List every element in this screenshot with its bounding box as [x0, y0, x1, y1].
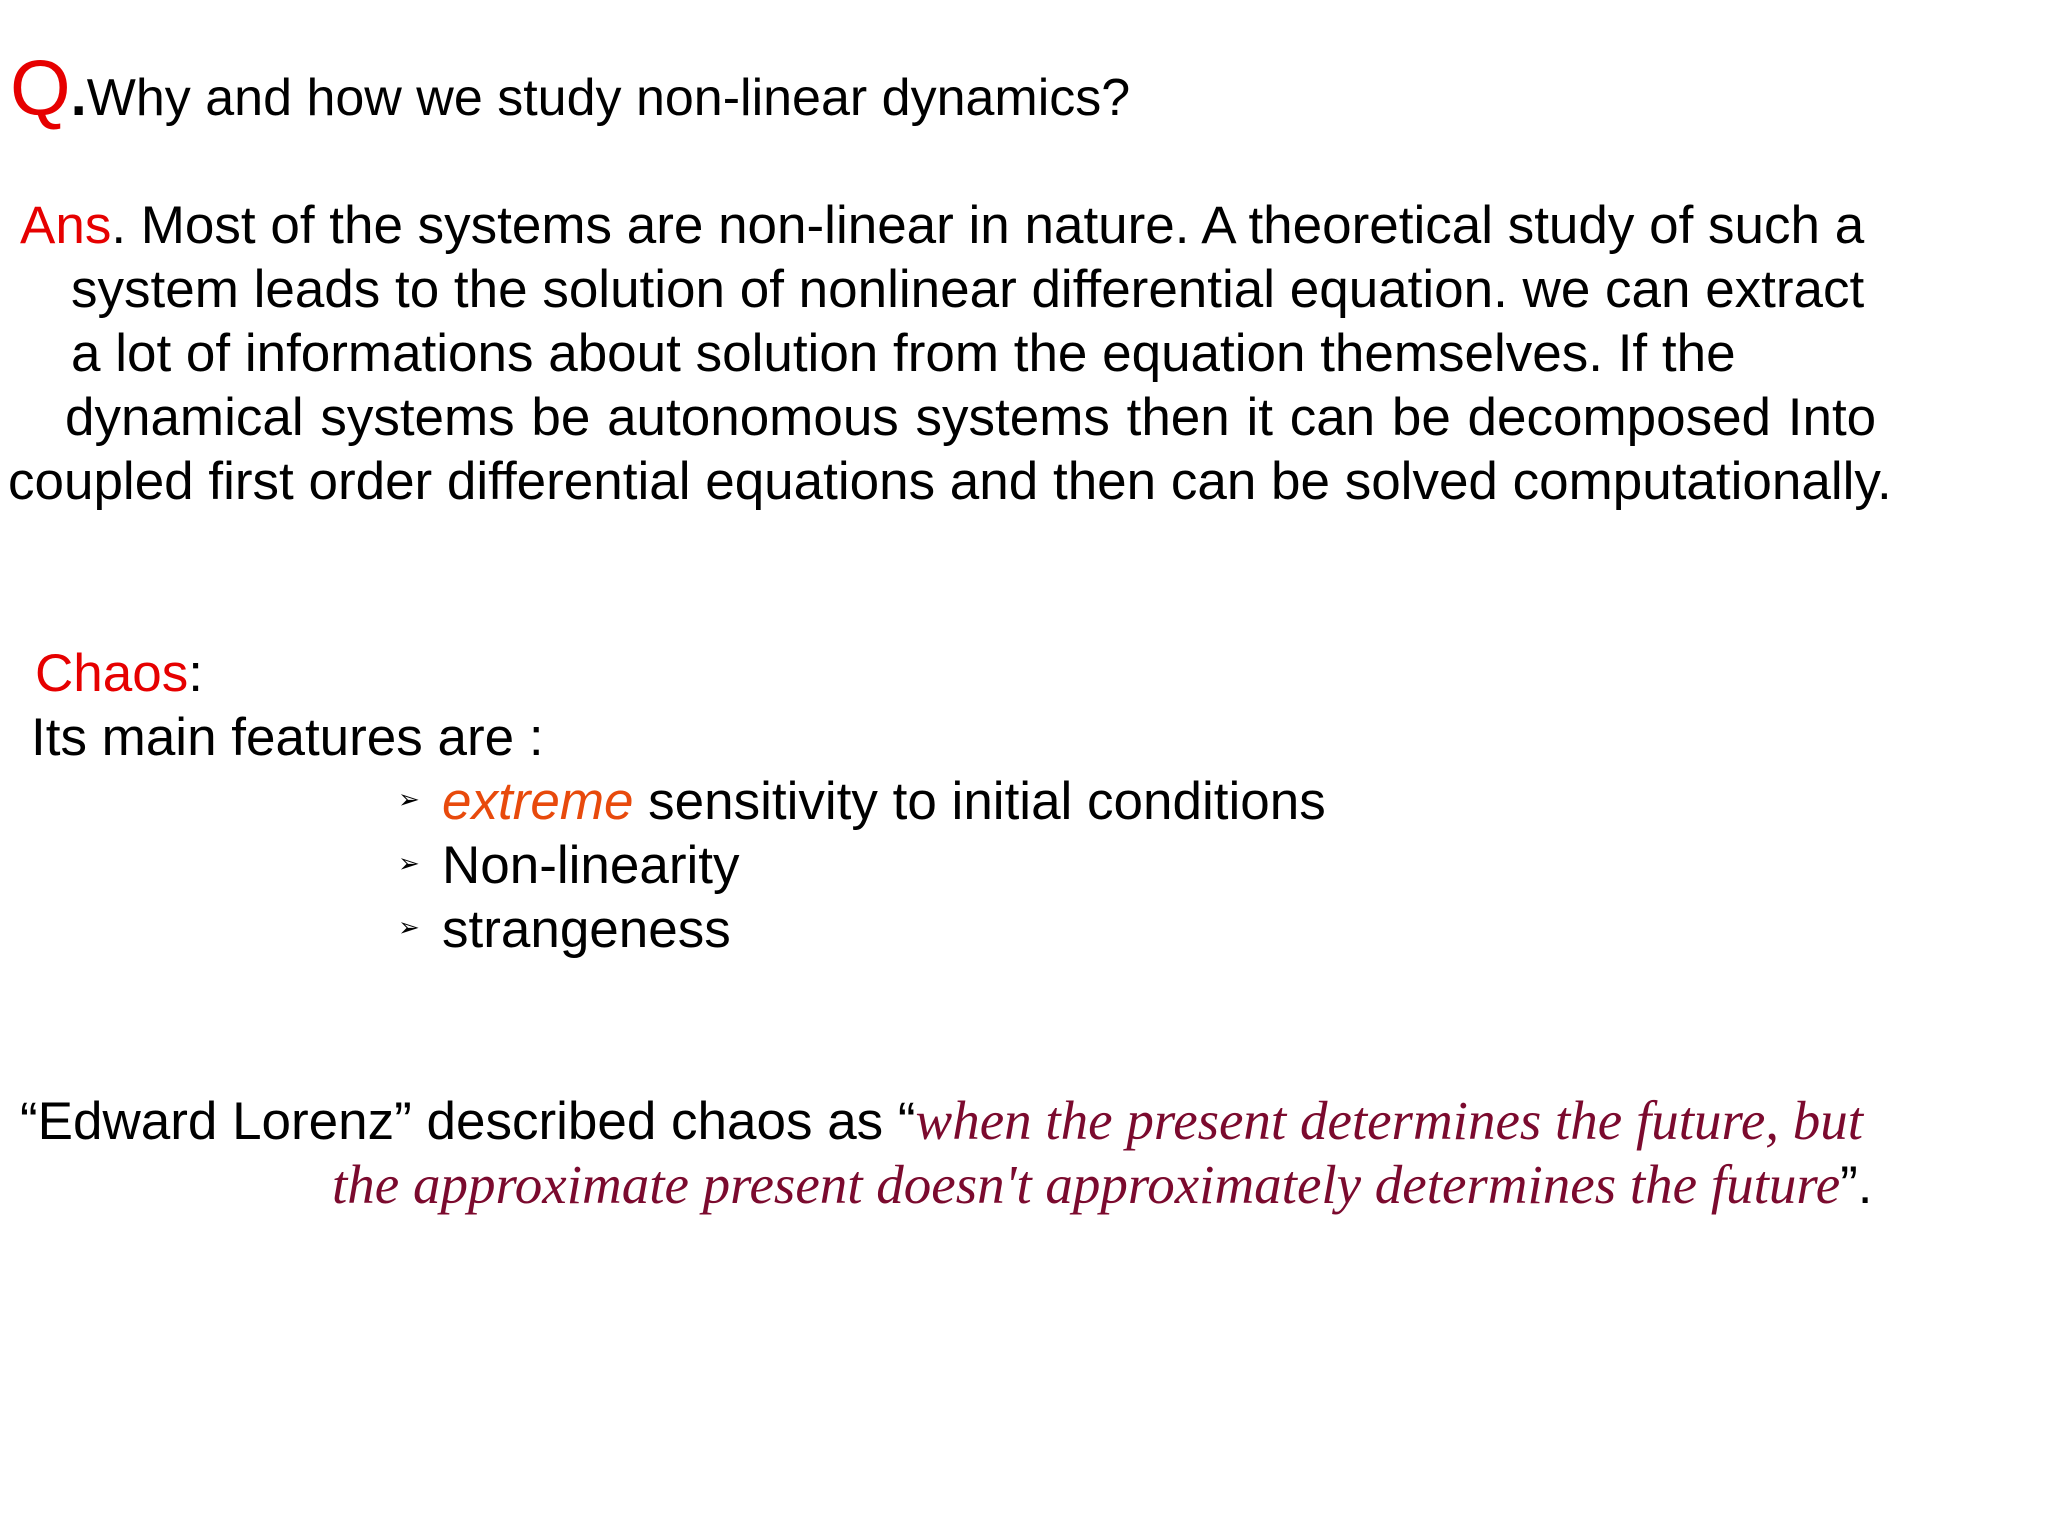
arrow-bullet-icon: ➢: [398, 784, 420, 814]
arrow-bullet-icon: ➢: [398, 848, 420, 878]
feature-item-sensitivity: [398, 770, 1326, 837]
answer-label: Ans: [20, 196, 112, 255]
answer-line-1: [20, 194, 1864, 258]
feature-highlight: extreme: [442, 772, 634, 831]
features-intro: Its main features are :: [31, 708, 544, 767]
chaos-heading-label: Chaos: [35, 644, 189, 703]
feature-text: sensitivity to initial conditions: [633, 772, 1326, 831]
chaos-heading: [35, 642, 203, 706]
lorenz-prefix: “Edward Lorenz” described chaos as “: [20, 1092, 916, 1151]
question-text: Why and how we study non-linear dynamics?: [86, 69, 1131, 127]
feature-text: Non-linearity: [442, 836, 740, 895]
answer-line-5: coupled first order differential equations and then can be solved computationally.: [8, 452, 1892, 511]
feature-item-strangeness: [398, 898, 731, 965]
lorenz-quote-part-2: the approximate present doesn't approximately determines the future: [332, 1154, 1841, 1215]
arrow-bullet-icon: ➢: [398, 912, 420, 942]
question-dot: .: [70, 63, 87, 128]
question-letter: Q: [10, 44, 71, 132]
answer-line-2: system leads to the solution of nonlinear differential equation. we can extract: [71, 260, 1865, 319]
answer-line-3: a lot of informations about solution from the equation themselves. If the: [71, 324, 1736, 383]
feature-item-non-linearity: [398, 834, 740, 901]
lorenz-quote-line-2: [332, 1152, 1873, 1219]
chaos-heading-colon: :: [188, 644, 203, 703]
question-line: [10, 44, 1131, 138]
lorenz-suffix: ”.: [1840, 1156, 1873, 1215]
feature-text: strangeness: [442, 900, 731, 959]
lorenz-quote-line-1: [20, 1088, 1863, 1155]
answer-line-1-text: . Most of the systems are non-linear in nature. A theoretical study of such a: [111, 196, 1865, 255]
lorenz-quote-part-1: when the present determines the future, but: [915, 1090, 1864, 1151]
answer-line-4: dynamical systems be autonomous systems then it can be decomposed Into: [65, 388, 1877, 447]
